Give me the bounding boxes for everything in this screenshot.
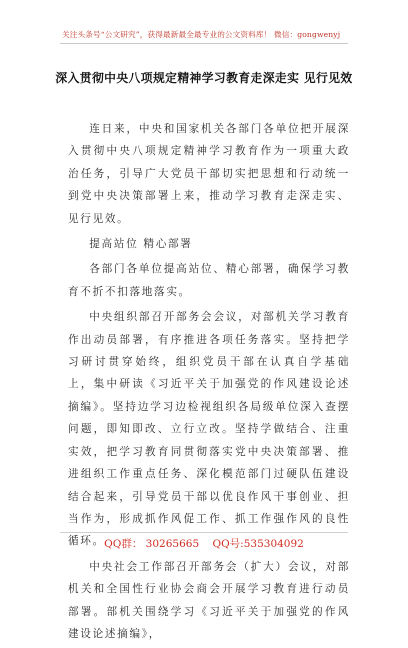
footer-contact bbox=[0, 536, 408, 551]
footer-divider bbox=[60, 532, 348, 533]
paragraph: 各部门各单位提高站位、精心部署，确保学习教育不折不扣落地落实。 bbox=[68, 263, 350, 298]
paragraph: 中央社会工作部召开部务会（扩大）会议，对部机关和全国性行业协会商会开展学习教育进行动员部署。部机关围绕学习《习近平关于加强党的作风建设论述摘编》， bbox=[68, 560, 350, 640]
paragraph-intro: 连日来，中央和国家机关各部门各单位把开展深入贯彻中央八项规定精神学习教育作为一项重大政治任务，引导广大党员干部切实把思想和行动统一到党中央决策部署上来，推动学习教育走深走实、见行见效。 bbox=[68, 123, 350, 225]
header-promo-text: 关注头条号“公文研究”，获得最新最全最专业的公文资料库！ 微信：gongwenyj bbox=[62, 30, 341, 39]
footer-qq-number: QQ号:535304092 bbox=[212, 538, 304, 550]
header-divider bbox=[60, 43, 348, 44]
footer-qq-group: QQ群： 30265665 bbox=[104, 538, 200, 550]
document-title: 深入贯彻中央八项规定精神学习教育走深走实 见行见效 bbox=[55, 71, 353, 85]
paragraph: 中央组织部召开部务会会议，对部机关学习教育作出动员部署，有序推进各项任务落实。坚持把学习研讨贯穿始终，组织党员干部在认真自学基础上，集中研读《习近平关于加强党的作风建设论述摘编》。坚持边学习边检视组织各局级单位深入查摆问题，即知即改、立行立改。坚持学做结合、注重实效，把学习教育同贯彻落实党中央决策部署、推进组织工作重点任务、深化模范部门过硬队伍建设结合起来，引导党员干部以优良作风干事创业、担当作为，形成抓作风促工作、抓工作强作风的良性循环。 bbox=[68, 311, 350, 548]
section-heading: 提高站位 精心部署 bbox=[89, 238, 193, 251]
document-body bbox=[68, 118, 350, 648]
